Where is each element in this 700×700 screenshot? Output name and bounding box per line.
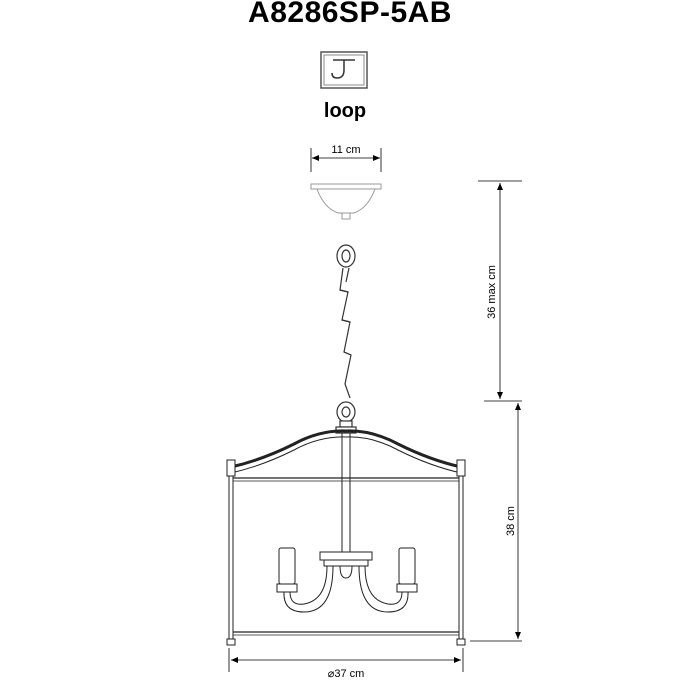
diameter-dimension <box>229 648 463 680</box>
hanging-chain <box>337 245 355 398</box>
candle-arms <box>277 548 417 612</box>
ceiling-canopy <box>311 184 381 219</box>
canopy-width-dimension <box>311 144 381 172</box>
max-height-label: 36 max cm <box>486 265 498 319</box>
arched-top <box>231 431 461 473</box>
canopy-width-label: 11 cm <box>331 144 361 156</box>
diameter-label: ⌀37 cm <box>327 668 365 680</box>
central-rod <box>342 433 350 553</box>
mount-type-label: loop <box>323 100 367 122</box>
model-title: A8286SP-5AB <box>248 0 452 29</box>
body-height-dimension <box>470 403 522 641</box>
body-height-label: 38 cm <box>505 506 517 536</box>
top-loop <box>336 402 356 433</box>
max-height-dimension <box>478 181 522 401</box>
